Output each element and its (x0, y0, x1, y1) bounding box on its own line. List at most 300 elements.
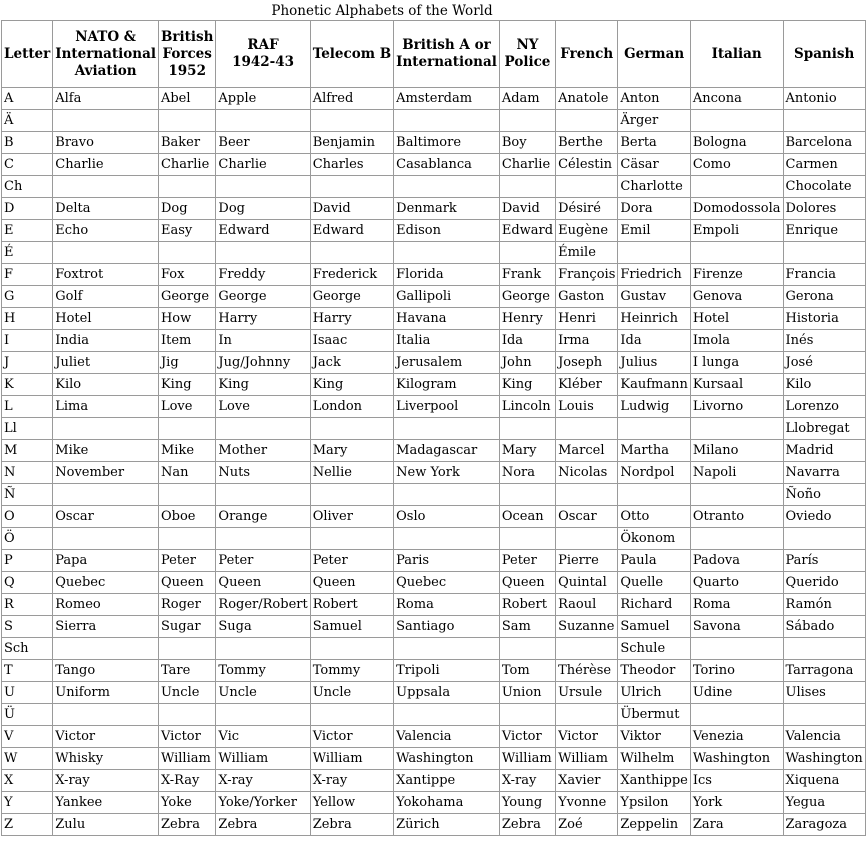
letter-cell: K (2, 374, 53, 396)
word-cell-french: Henri (556, 308, 618, 330)
word-cell-telecom-b: Alfred (310, 88, 393, 110)
word-cell-ny-police: X-ray (499, 770, 555, 792)
word-cell-british-forces (158, 110, 215, 132)
letter-cell: F (2, 264, 53, 286)
word-cell-spanish: Francia (783, 264, 865, 286)
word-cell-french: Désiré (556, 198, 618, 220)
word-cell-british-a (394, 484, 500, 506)
letter-cell: C (2, 154, 53, 176)
word-cell-italian (690, 110, 783, 132)
header-nato (53, 21, 159, 88)
word-cell-german: Friedrich (618, 264, 690, 286)
word-cell-ny-police (499, 484, 555, 506)
word-cell-spanish: Lorenzo (783, 396, 865, 418)
letter-cell: É (2, 242, 53, 264)
word-cell-nato: Hotel (53, 308, 159, 330)
word-cell-telecom-b: Victor (310, 726, 393, 748)
word-cell-nato: Delta (53, 198, 159, 220)
word-cell-nato: Mike (53, 440, 159, 462)
word-cell-british-forces: Sugar (158, 616, 215, 638)
word-cell-french: Louis (556, 396, 618, 418)
word-cell-british-a (394, 242, 500, 264)
word-cell-italian: Otranto (690, 506, 783, 528)
word-cell-french (556, 110, 618, 132)
table-row (2, 220, 866, 242)
word-cell-german: Quelle (618, 572, 690, 594)
word-cell-telecom-b: London (310, 396, 393, 418)
word-cell-raf: Jug/Johnny (216, 352, 310, 374)
word-cell-italian: Milano (690, 440, 783, 462)
letter-cell: R (2, 594, 53, 616)
table-row (2, 242, 866, 264)
word-cell-british-forces: Abel (158, 88, 215, 110)
table-row (2, 770, 866, 792)
word-cell-french: Thérèse (556, 660, 618, 682)
table-row (2, 484, 866, 506)
letter-cell: Ll (2, 418, 53, 440)
word-cell-british-forces: Charlie (158, 154, 215, 176)
word-cell-spanish: Barcelona (783, 132, 865, 154)
word-cell-nato: Oscar (53, 506, 159, 528)
word-cell-british-a: Valencia (394, 726, 500, 748)
word-cell-french: Oscar (556, 506, 618, 528)
word-cell-telecom-b: Tommy (310, 660, 393, 682)
letter-cell: Ch (2, 176, 53, 198)
word-cell-telecom-b: Charles (310, 154, 393, 176)
word-cell-british-forces: Victor (158, 726, 215, 748)
word-cell-italian: Imola (690, 330, 783, 352)
word-cell-german (618, 484, 690, 506)
word-cell-italian: Ics (690, 770, 783, 792)
word-cell-nato (53, 484, 159, 506)
word-cell-german: Berta (618, 132, 690, 154)
word-cell-german: Wilhelm (618, 748, 690, 770)
word-cell-spanish: Valencia (783, 726, 865, 748)
word-cell-telecom-b: Oliver (310, 506, 393, 528)
word-cell-british-a: Xantippe (394, 770, 500, 792)
table-row (2, 726, 866, 748)
word-cell-raf: Nuts (216, 462, 310, 484)
header-raf (216, 21, 310, 88)
word-cell-french: Victor (556, 726, 618, 748)
letter-cell: Y (2, 792, 53, 814)
word-cell-spanish: Llobregat (783, 418, 865, 440)
word-cell-spanish: Zaragoza (783, 814, 865, 836)
word-cell-british-forces: Easy (158, 220, 215, 242)
word-cell-telecom-b (310, 704, 393, 726)
table-row (2, 748, 866, 770)
word-cell-spanish: Historia (783, 308, 865, 330)
word-cell-nato: Sierra (53, 616, 159, 638)
word-cell-telecom-b: Mary (310, 440, 393, 462)
word-cell-spanish: Xiquena (783, 770, 865, 792)
word-cell-british-a: Havana (394, 308, 500, 330)
header-german (618, 21, 690, 88)
word-cell-spanish: Oviedo (783, 506, 865, 528)
word-cell-italian: Roma (690, 594, 783, 616)
word-cell-british-forces: Roger (158, 594, 215, 616)
word-cell-spanish: Dolores (783, 198, 865, 220)
letter-cell: Ö (2, 528, 53, 550)
word-cell-british-forces: Oboe (158, 506, 215, 528)
word-cell-british-forces: Zebra (158, 814, 215, 836)
word-cell-ny-police: John (499, 352, 555, 374)
word-cell-nato: Uniform (53, 682, 159, 704)
word-cell-raf (216, 110, 310, 132)
word-cell-italian (690, 242, 783, 264)
word-cell-raf: Tommy (216, 660, 310, 682)
word-cell-spanish: Ulises (783, 682, 865, 704)
table-row (2, 88, 866, 110)
word-cell-ny-police: Queen (499, 572, 555, 594)
word-cell-german (618, 242, 690, 264)
word-cell-italian: Padova (690, 550, 783, 572)
word-cell-british-a: Roma (394, 594, 500, 616)
word-cell-nato: Echo (53, 220, 159, 242)
word-cell-french: Ursule (556, 682, 618, 704)
word-cell-ny-police: Boy (499, 132, 555, 154)
word-cell-spanish: Yegua (783, 792, 865, 814)
word-cell-italian: Ancona (690, 88, 783, 110)
table-row (2, 418, 866, 440)
letter-cell: T (2, 660, 53, 682)
word-cell-telecom-b (310, 176, 393, 198)
word-cell-german: Ypsilon (618, 792, 690, 814)
word-cell-french: Xavier (556, 770, 618, 792)
word-cell-french: François (556, 264, 618, 286)
word-cell-british-a: Zürich (394, 814, 500, 836)
word-cell-italian: I lunga (690, 352, 783, 374)
word-cell-nato: Bravo (53, 132, 159, 154)
header-british-a (394, 21, 500, 88)
word-cell-british-a: Amsterdam (394, 88, 500, 110)
letter-cell: H (2, 308, 53, 330)
word-cell-german: Dora (618, 198, 690, 220)
word-cell-telecom-b (310, 242, 393, 264)
word-cell-spanish (783, 110, 865, 132)
letter-cell: X (2, 770, 53, 792)
word-cell-french (556, 704, 618, 726)
table-row (2, 528, 866, 550)
word-cell-british-a: Liverpool (394, 396, 500, 418)
word-cell-british-forces (158, 242, 215, 264)
word-cell-french: Raoul (556, 594, 618, 616)
word-cell-british-a: Edison (394, 220, 500, 242)
table-row (2, 550, 866, 572)
word-cell-telecom-b: Samuel (310, 616, 393, 638)
word-cell-british-forces: Yoke (158, 792, 215, 814)
word-cell-raf: Orange (216, 506, 310, 528)
word-cell-telecom-b (310, 418, 393, 440)
word-cell-british-forces: Baker (158, 132, 215, 154)
word-cell-raf: In (216, 330, 310, 352)
header-text: Aviation (74, 62, 137, 79)
word-cell-telecom-b: Robert (310, 594, 393, 616)
letter-cell: E (2, 220, 53, 242)
word-cell-german: Charlotte (618, 176, 690, 198)
table-title: Phonetic Alphabets of the World (271, 3, 493, 19)
word-cell-raf: Freddy (216, 264, 310, 286)
word-cell-british-forces (158, 638, 215, 660)
word-cell-ny-police: Adam (499, 88, 555, 110)
word-cell-british-a: Jerusalem (394, 352, 500, 374)
word-cell-german: Xanthippe (618, 770, 690, 792)
table-row (2, 440, 866, 462)
word-cell-french: Pierre (556, 550, 618, 572)
word-cell-ny-police: Victor (499, 726, 555, 748)
word-cell-raf: Queen (216, 572, 310, 594)
word-cell-ny-police: Ocean (499, 506, 555, 528)
word-cell-spanish: Tarragona (783, 660, 865, 682)
header-text: 1952 (168, 62, 206, 79)
word-cell-french: Anatole (556, 88, 618, 110)
word-cell-spanish: Antonio (783, 88, 865, 110)
word-cell-french: Irma (556, 330, 618, 352)
word-cell-british-a: New York (394, 462, 500, 484)
word-cell-nato: Juliet (53, 352, 159, 374)
header-ny-police (499, 21, 555, 88)
header-text: International (396, 54, 497, 70)
word-cell-french: Eugène (556, 220, 618, 242)
letter-cell: N (2, 462, 53, 484)
word-cell-nato: Romeo (53, 594, 159, 616)
word-cell-raf: Love (216, 396, 310, 418)
word-cell-british-a: Uppsala (394, 682, 500, 704)
word-cell-ny-police: Henry (499, 308, 555, 330)
word-cell-telecom-b: Isaac (310, 330, 393, 352)
word-cell-french (556, 418, 618, 440)
header-text: French (560, 45, 614, 62)
header-letter (2, 21, 53, 88)
word-cell-ny-police (499, 704, 555, 726)
word-cell-nato (53, 704, 159, 726)
word-cell-french: Yvonne (556, 792, 618, 814)
word-cell-german: Ökonom (618, 528, 690, 550)
word-cell-british-forces (158, 176, 215, 198)
word-cell-spanish: Inés (783, 330, 865, 352)
table-row (2, 352, 866, 374)
word-cell-nato: India (53, 330, 159, 352)
header-text: Spanish (794, 45, 855, 62)
word-cell-italian (690, 484, 783, 506)
word-cell-german: Julius (618, 352, 690, 374)
word-cell-german: Ärger (618, 110, 690, 132)
word-cell-raf: Yoke/Yorker (216, 792, 310, 814)
word-cell-british-a: Florida (394, 264, 500, 286)
table-row (2, 330, 866, 352)
word-cell-german: Heinrich (618, 308, 690, 330)
word-cell-nato (53, 638, 159, 660)
word-cell-raf (216, 528, 310, 550)
word-cell-german: Zeppelin (618, 814, 690, 836)
word-cell-nato (53, 176, 159, 198)
word-cell-british-forces: Uncle (158, 682, 215, 704)
word-cell-french: Gaston (556, 286, 618, 308)
table-row (2, 704, 866, 726)
word-cell-italian: Empoli (690, 220, 783, 242)
word-cell-telecom-b: William (310, 748, 393, 770)
letter-cell: Ü (2, 704, 53, 726)
word-cell-raf: Roger/Robert (216, 594, 310, 616)
word-cell-french (556, 484, 618, 506)
letter-cell: G (2, 286, 53, 308)
word-cell-nato: Quebec (53, 572, 159, 594)
header-text: NY (516, 37, 539, 53)
letter-cell: V (2, 726, 53, 748)
word-cell-british-a: Yokohama (394, 792, 500, 814)
word-cell-french: Joseph (556, 352, 618, 374)
word-cell-french: Nicolas (556, 462, 618, 484)
word-cell-telecom-b: George (310, 286, 393, 308)
word-cell-italian: Washington (690, 748, 783, 770)
header-text: NATO & (75, 28, 136, 45)
word-cell-french: Zoé (556, 814, 618, 836)
table-row (2, 506, 866, 528)
letter-cell: S (2, 616, 53, 638)
word-cell-italian: Quarto (690, 572, 783, 594)
word-cell-british-a (394, 176, 500, 198)
word-cell-british-a: Quebec (394, 572, 500, 594)
letter-cell: Sch (2, 638, 53, 660)
word-cell-spanish (783, 704, 865, 726)
word-cell-raf: Apple (216, 88, 310, 110)
word-cell-french: Berthe (556, 132, 618, 154)
word-cell-ny-police: Mary (499, 440, 555, 462)
word-cell-british-forces: Nan (158, 462, 215, 484)
word-cell-british-a (394, 418, 500, 440)
letter-cell: A (2, 88, 53, 110)
word-cell-british-forces (158, 704, 215, 726)
header-text: RAF (247, 37, 279, 53)
word-cell-italian: Genova (690, 286, 783, 308)
word-cell-german: Ulrich (618, 682, 690, 704)
word-cell-british-a: Casablanca (394, 154, 500, 176)
word-cell-ny-police: Ida (499, 330, 555, 352)
letter-cell: L (2, 396, 53, 418)
header-text: British (160, 28, 214, 45)
word-cell-raf: King (216, 374, 310, 396)
table-row (2, 814, 866, 836)
word-cell-british-forces: How (158, 308, 215, 330)
word-cell-raf: Edward (216, 220, 310, 242)
word-cell-ny-police: David (499, 198, 555, 220)
word-cell-italian: Torino (690, 660, 783, 682)
word-cell-nato (53, 110, 159, 132)
table-row (2, 682, 866, 704)
word-cell-french (556, 176, 618, 198)
word-cell-telecom-b: Nellie (310, 462, 393, 484)
word-cell-ny-police: Nora (499, 462, 555, 484)
word-cell-british-a: Denmark (394, 198, 500, 220)
word-cell-spanish: José (783, 352, 865, 374)
word-cell-raf: Dog (216, 198, 310, 220)
table-row (2, 660, 866, 682)
word-cell-nato: Charlie (53, 154, 159, 176)
word-cell-german: Nordpol (618, 462, 690, 484)
letter-cell: Q (2, 572, 53, 594)
word-cell-nato: Whisky (53, 748, 159, 770)
word-cell-german: Cäsar (618, 154, 690, 176)
word-cell-ny-police (499, 528, 555, 550)
letter-cell: Z (2, 814, 53, 836)
word-cell-german: Samuel (618, 616, 690, 638)
word-cell-ny-police: Lincoln (499, 396, 555, 418)
word-cell-raf (216, 418, 310, 440)
word-cell-british-a: Washington (394, 748, 500, 770)
word-cell-french: Quintal (556, 572, 618, 594)
word-cell-french (556, 528, 618, 550)
word-cell-raf: George (216, 286, 310, 308)
word-cell-italian: Firenze (690, 264, 783, 286)
word-cell-british-forces: Love (158, 396, 215, 418)
word-cell-spanish: Carmen (783, 154, 865, 176)
word-cell-british-forces: Item (158, 330, 215, 352)
word-cell-british-forces: Tare (158, 660, 215, 682)
word-cell-spanish: Ñoño (783, 484, 865, 506)
letter-cell: Ñ (2, 484, 53, 506)
word-cell-nato: Kilo (53, 374, 159, 396)
word-cell-telecom-b: Edward (310, 220, 393, 242)
word-cell-french: Kléber (556, 374, 618, 396)
word-cell-italian (690, 638, 783, 660)
header-spanish (783, 21, 865, 88)
word-cell-ny-police (499, 242, 555, 264)
word-cell-telecom-b: Frederick (310, 264, 393, 286)
word-cell-raf: Beer (216, 132, 310, 154)
word-cell-british-a: Santiago (394, 616, 500, 638)
word-cell-british-a (394, 704, 500, 726)
word-cell-telecom-b: King (310, 374, 393, 396)
word-cell-ny-police (499, 418, 555, 440)
table-row (2, 594, 866, 616)
word-cell-raf (216, 242, 310, 264)
word-cell-british-forces: King (158, 374, 215, 396)
table-row (2, 308, 866, 330)
header-text: Telecom B (312, 45, 392, 62)
word-cell-german: Emil (618, 220, 690, 242)
word-cell-nato: Foxtrot (53, 264, 159, 286)
table-row (2, 198, 866, 220)
word-cell-raf: Mother (216, 440, 310, 462)
word-cell-italian: Hotel (690, 308, 783, 330)
word-cell-italian: Kursaal (690, 374, 783, 396)
word-cell-italian (690, 418, 783, 440)
word-cell-raf: William (216, 748, 310, 770)
word-cell-raf (216, 704, 310, 726)
word-cell-british-forces: George (158, 286, 215, 308)
word-cell-british-forces: Dog (158, 198, 215, 220)
word-cell-british-forces (158, 528, 215, 550)
header-text: Forces (162, 45, 212, 62)
word-cell-ny-police: Zebra (499, 814, 555, 836)
word-cell-nato (53, 242, 159, 264)
word-cell-spanish: Chocolate (783, 176, 865, 198)
word-cell-british-a: Paris (394, 550, 500, 572)
word-cell-spanish: Kilo (783, 374, 865, 396)
table-row (2, 572, 866, 594)
word-cell-german: Anton (618, 88, 690, 110)
word-cell-british-a (394, 528, 500, 550)
word-cell-british-forces: Peter (158, 550, 215, 572)
word-cell-nato (53, 418, 159, 440)
word-cell-german: Viktor (618, 726, 690, 748)
word-cell-british-a: Madagascar (394, 440, 500, 462)
word-cell-telecom-b (310, 484, 393, 506)
word-cell-french: Émile (556, 242, 618, 264)
word-cell-german: Ludwig (618, 396, 690, 418)
header-telecom-b (310, 21, 393, 88)
word-cell-telecom-b: Jack (310, 352, 393, 374)
